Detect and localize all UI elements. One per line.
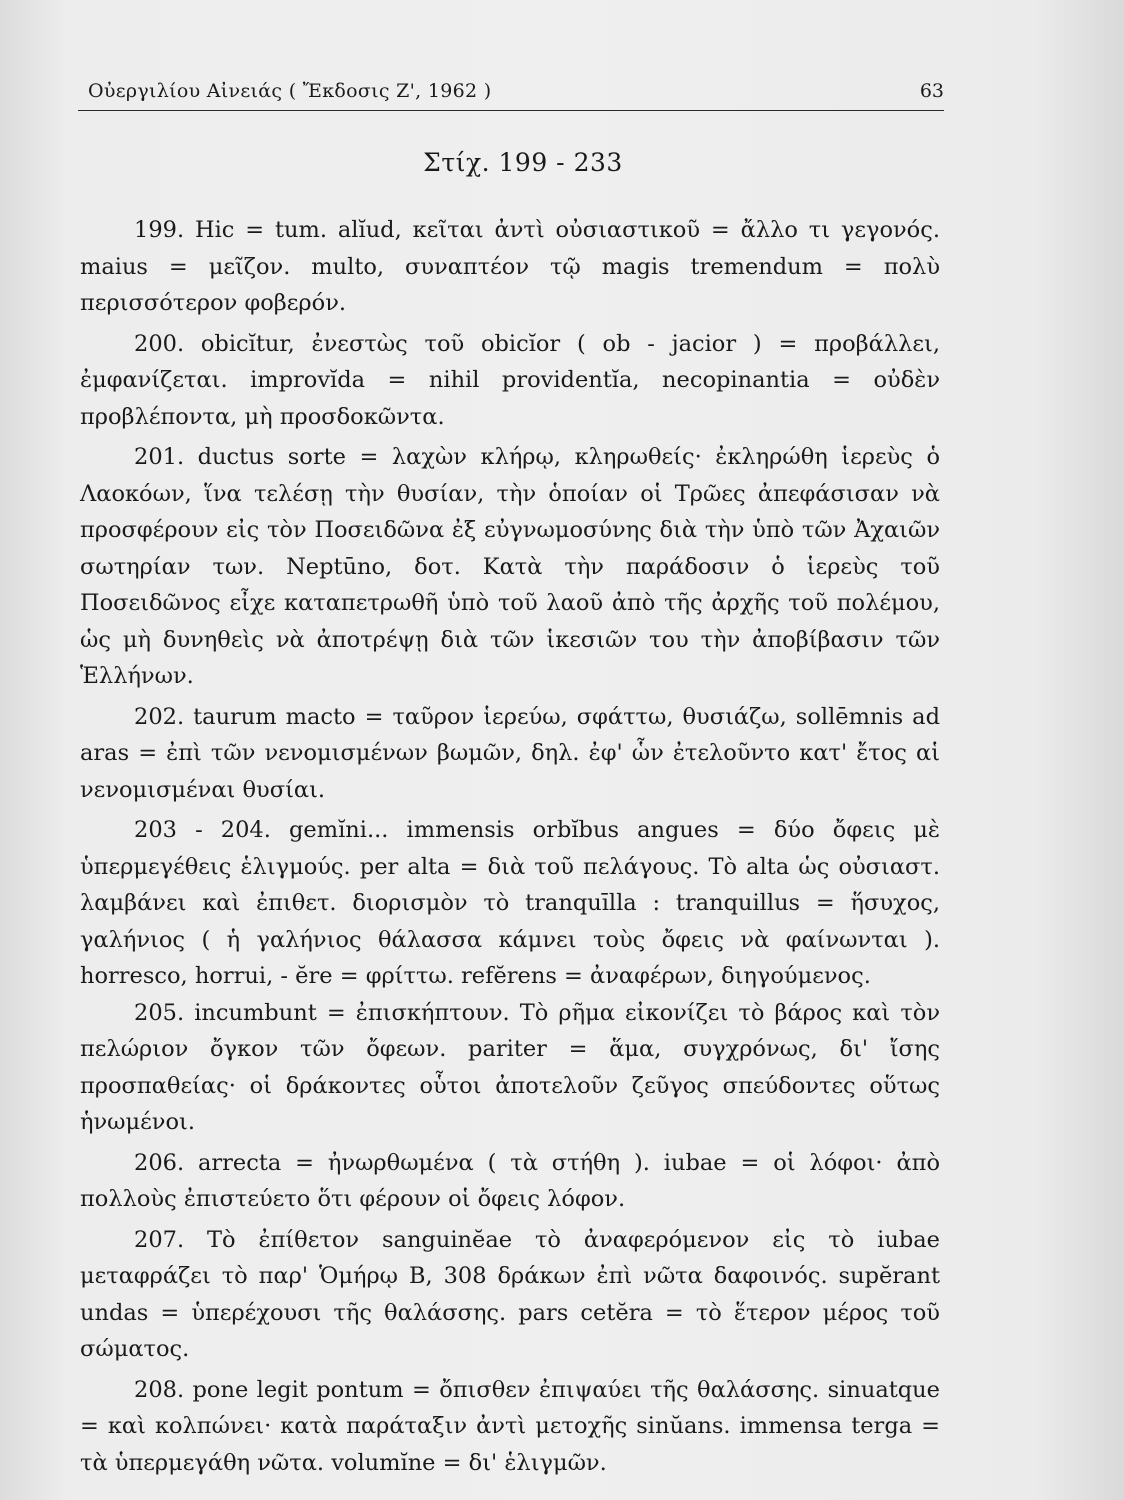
note-206: 206. arrecta = ἠνωρθωμένα ( τὰ στήθη ). iubae = οἱ λόφοι· ἀπὸ πολλοὺς ἐπιστεύετο ὅτι φέρουν οἱ ὄφεις λόφον. bbox=[80, 1149, 940, 1212]
running-header bbox=[78, 70, 944, 111]
note-207: 207. Τὸ ἐπίθετον sanguinĕae τὸ ἀναφερόμενον εἰς τὸ iubae μεταφράζει τὸ παρ' Ὁμήρῳ Β, 308 δράκων ἐπὶ νῶτα δαφοινός. supĕrant undas = ὑπερέχουσι τῆς θαλάσσης. pars cetĕra = τὸ ἕτερον μέρος τοῦ σώματος. bbox=[80, 1226, 940, 1362]
note-208: 208. pone legit pontum = ὄπισθεν ἐπιψαύει τῆς θαλάσσης. sinuatque = καὶ κολπώνει· κατὰ παράταξιν ἀντὶ μετοχῆς sinŭans. immensa terga = τὰ ὑπερμεγάθη νῶτα. volumĭne = δι' ἑλιγμῶν. bbox=[80, 1376, 940, 1476]
commentary-body bbox=[80, 212, 940, 1481]
note-199: 199. Hic = tum. alĭud, κεῖται ἀντὶ οὐσιαστικοῦ = ἄλλο τι γεγονός. maius = μεῖζον. multo, συναπτέον τῷ magis tremendum = πολὺ περισσότερον φοβερόν. bbox=[80, 217, 940, 316]
note-200: 200. obicĭtur, ἐνεστὼς τοῦ obicĭor ( ob - jacior ) = προβάλλει, ἐμφανίζεται. improvĭda = nihil providentĭa, necopinantia = οὐδὲν προβλέποντα, μὴ προσδοκῶντα. bbox=[80, 330, 940, 430]
note-203-204: 203 - 204. gemĭni... immensis orbĭbus angues = δύο ὄφεις μὲ ὑπερμεγέθεις ἑλιγμούς. per alta = διὰ τοῦ πελάγους. Τὸ alta ὡς οὐσιαστ. λαμβάνει καὶ ἐπιθετ. διορισμὸν τὸ tranquīlla : tranquillus = ἥσυχος, γαλήνιος ( ἡ γαλήνιος θάλασσα κάμνει τοὺς ὄφεις νὰ φαίνωνται ). horresco, horrui, - ĕre = φρίττω. refĕrens = ἀναφέρων, διηγούμενος. bbox=[80, 817, 940, 989]
page-number: 63 bbox=[919, 80, 944, 102]
section-title: Στίχ. 199 - 233 bbox=[423, 148, 623, 177]
note-201: 201. ductus sorte = λαχὼν κλήρῳ, κληρωθείς· ἐκληρώθη ἱερεὺς ὁ Λαοκόων, ἵνα τελέσῃ τὴν θυσίαν, τὴν ὁποίαν οἱ Τρῶες ἀπεφάσισαν νὰ προσφέρουν εἰς τὸν Ποσειδῶνα ἐξ εὐγνωμοσύνης διὰ τὴν ὑπὸ τῶν Ἀχαιῶν σωτηρίαν των. Neptūno, δοτ. Κατὰ τὴν παράδοσιν ὁ ἱερεὺς τοῦ Ποσειδῶνος εἶχε καταπετρωθῆ ὑπὸ τοῦ λαοῦ ἀπὸ τῆς ἀρχῆς τοῦ πολέμου, ὡς μὴ δυνηθεὶς νὰ ἀποτρέψῃ διὰ τῶν ἱκεσιῶν του τὴν ἀποβίβασιν τῶν Ἑλλήνων. bbox=[80, 444, 940, 689]
header-title: Οὐεργιλίου Αἰνειάς ( Ἔκδοσις Ζ', 1962 ) bbox=[88, 80, 492, 102]
note-202: 202. taurum macto = ταῦρον ἱερεύω, σφάττω, θυσιάζω, sollēmnis ad aras = ἐπὶ τῶν νενομισμένων βωμῶν, δηλ. ἐφ' ὧν ἐτελοῦντο κατ' ἔτος αἱ νενομισμέναι θυσίαι. bbox=[80, 703, 940, 803]
note-205: 205. incumbunt = ἐπισκήπτουν. Τὸ ρῆμα εἰκονίζει τὸ βάρος καὶ τὸν πελώριον ὄγκον τῶν ὄφεων. pariter = ἅμα, συγχρόνως, δι' ἴσης προσπαθείας· οἱ δράκοντες οὗτοι ἀποτελοῦν ζεῦγος σπεύδοντες οὕτως ἡνωμένοι. bbox=[80, 999, 940, 1135]
